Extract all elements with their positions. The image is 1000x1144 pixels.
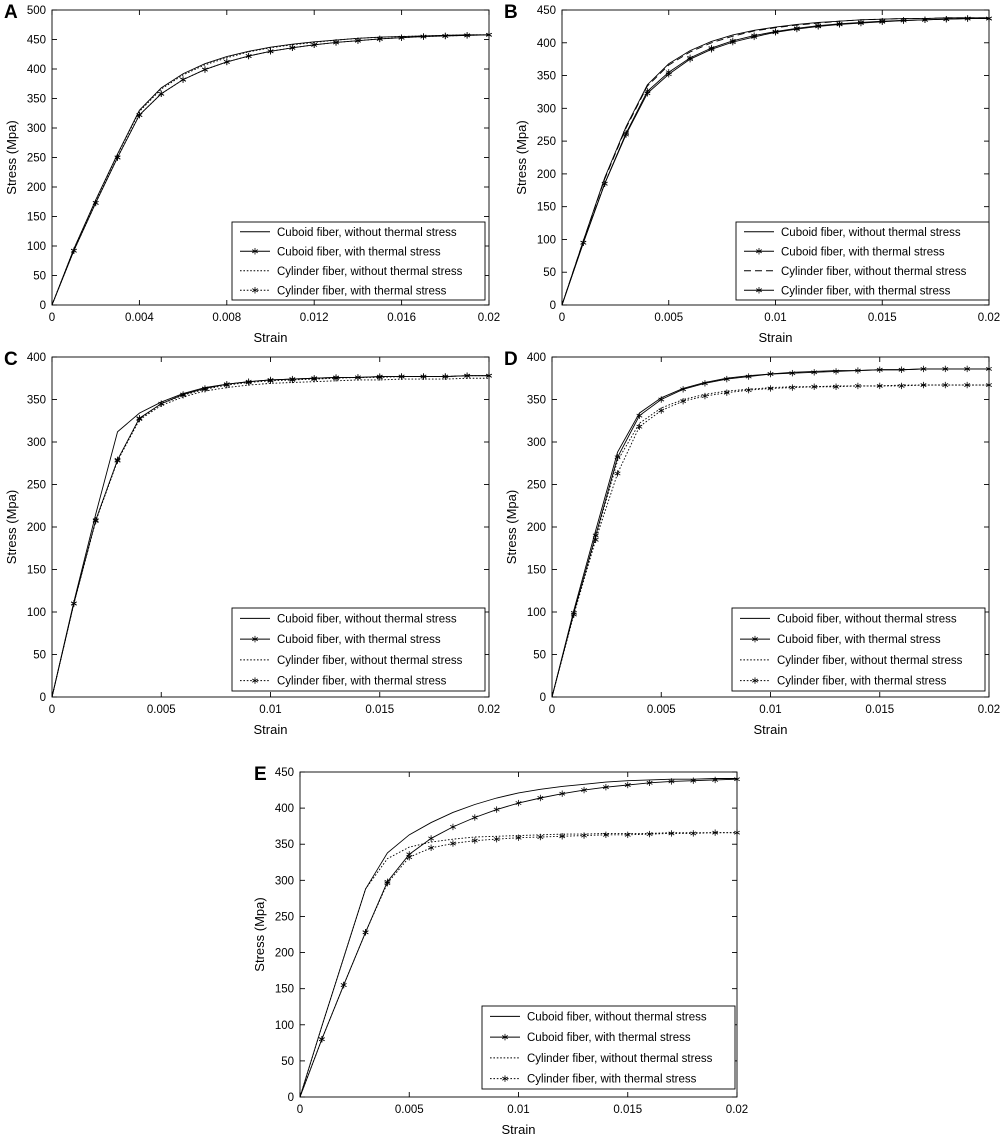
x-tick-label: 0.008 — [212, 312, 242, 324]
y-tick-label: 0 — [287, 1092, 294, 1104]
y-tick-label: 250 — [536, 136, 556, 149]
x-tick-label: 0.01 — [759, 704, 782, 716]
y-tick-label: 400 — [26, 64, 46, 76]
y-tick-label: 250 — [274, 911, 294, 924]
x-tick-label: 0 — [558, 312, 566, 324]
legend-label: Cylinder fiber, with thermal stress — [781, 285, 951, 298]
y-axis-label: Stress (Mpa) — [252, 897, 267, 972]
x-tick-label: 0.02 — [477, 312, 501, 324]
y-tick-label: 100 — [26, 607, 46, 619]
x-tick-label: 0.02 — [977, 704, 1000, 716]
legend-label: Cuboid fiber, without thermal stress — [277, 613, 457, 626]
y-tick-label: 0 — [39, 300, 46, 312]
y-tick-label: 150 — [526, 564, 546, 577]
y-tick-label: 50 — [281, 1055, 294, 1068]
y-tick-label: 150 — [26, 211, 46, 224]
y-tick-label: 250 — [526, 479, 546, 492]
y-tick-label: 350 — [536, 70, 556, 83]
y-tick-label: 100 — [26, 241, 46, 253]
legend-label: Cuboid fiber, with thermal stress — [777, 634, 941, 647]
x-tick-label: 0.02 — [977, 312, 1000, 324]
y-tick-label: 350 — [26, 93, 46, 106]
x-tick-label: 0.015 — [613, 1104, 643, 1116]
x-tick-label: 0 — [296, 1104, 304, 1116]
y-tick-label: 100 — [536, 234, 556, 247]
chart-b — [514, 5, 1000, 345]
y-tick-label: 200 — [274, 947, 294, 960]
y-tick-label: 200 — [26, 182, 46, 194]
legend-label: Cuboid fiber, with thermal stress — [277, 634, 441, 647]
legend-label: Cylinder fiber, without thermal stress — [277, 654, 463, 667]
y-tick-label: 100 — [274, 1019, 294, 1032]
y-tick-label: 450 — [536, 5, 556, 17]
x-axis-label: Strain — [501, 1122, 536, 1137]
legend — [482, 1006, 735, 1089]
x-tick-label: 0.005 — [654, 312, 684, 324]
legend-label: Cylinder fiber, without thermal stress — [777, 654, 963, 667]
y-tick-label: 250 — [26, 479, 46, 492]
x-axis-label: Strain — [758, 330, 793, 345]
x-tick-label: 0.015 — [867, 312, 897, 324]
y-tick-label: 400 — [274, 803, 294, 816]
legend-label: Cuboid fiber, with thermal stress — [277, 246, 441, 259]
y-tick-label: 150 — [274, 983, 294, 996]
y-tick-label: 150 — [26, 564, 46, 577]
y-tick-label: 0 — [539, 692, 546, 704]
y-axis-label: Stress (Mpa) — [514, 120, 529, 195]
x-tick-label: 0.01 — [764, 312, 787, 324]
y-tick-label: 300 — [536, 103, 556, 116]
panel-letter-c: C — [4, 349, 18, 370]
legend — [736, 222, 989, 300]
y-tick-label: 450 — [274, 767, 294, 779]
x-axis-label: Strain — [253, 722, 288, 737]
x-tick-label: 0.016 — [387, 312, 416, 324]
legend-label: Cylinder fiber, without thermal stress — [527, 1052, 713, 1065]
legend-label: Cuboid fiber, without thermal stress — [777, 613, 957, 626]
panel-letter-b: B — [504, 2, 518, 23]
panel-letter-d: D — [504, 349, 518, 370]
y-axis-label: Stress (Mpa) — [4, 489, 19, 565]
y-tick-label: 100 — [526, 607, 546, 619]
chart-e — [252, 767, 748, 1137]
panel-letter-a: A — [4, 2, 18, 23]
y-axis-label: Stress (Mpa) — [504, 489, 519, 565]
y-tick-label: 350 — [526, 394, 546, 407]
y-tick-label: 400 — [26, 352, 46, 364]
y-tick-label: 200 — [26, 522, 46, 534]
x-tick-label: 0.01 — [259, 704, 282, 716]
y-tick-label: 250 — [26, 152, 46, 165]
legend — [232, 608, 485, 691]
y-tick-label: 200 — [536, 168, 556, 181]
x-axis-label: Strain — [253, 330, 288, 345]
legend-label: Cuboid fiber, without thermal stress — [277, 226, 457, 239]
y-tick-label: 150 — [536, 201, 556, 214]
y-tick-label: 500 — [26, 5, 46, 17]
x-tick-label: 0.004 — [125, 312, 154, 324]
x-tick-label: 0.015 — [365, 704, 395, 716]
legend-label: Cuboid fiber, without thermal stress — [781, 226, 961, 239]
x-tick-label: 0.005 — [146, 704, 176, 716]
legend — [732, 608, 985, 691]
x-tick-label: 0.012 — [299, 312, 329, 324]
legend-label: Cylinder fiber, with thermal stress — [777, 675, 947, 688]
y-tick-label: 350 — [26, 394, 46, 407]
y-tick-label: 350 — [274, 839, 294, 852]
x-tick-label: 0.005 — [646, 704, 676, 716]
x-tick-label: 0.01 — [507, 1104, 530, 1116]
y-tick-label: 300 — [274, 875, 294, 888]
x-tick-label: 0.02 — [725, 1104, 749, 1116]
y-tick-label: 400 — [526, 352, 546, 364]
y-tick-label: 50 — [33, 270, 46, 283]
x-axis-label: Strain — [753, 722, 788, 737]
legend-label: Cylinder fiber, without thermal stress — [781, 265, 967, 278]
legend — [232, 222, 485, 300]
y-tick-label: 200 — [526, 522, 546, 534]
y-tick-label: 50 — [33, 649, 46, 662]
x-tick-label: 0.015 — [865, 704, 895, 716]
x-tick-label: 0 — [548, 704, 556, 716]
y-axis-label: Stress (Mpa) — [4, 120, 19, 195]
y-tick-label: 50 — [533, 649, 546, 662]
chart-a — [4, 5, 500, 345]
legend-label: Cylinder fiber, with thermal stress — [277, 675, 447, 688]
chart-c — [4, 352, 500, 737]
y-tick-label: 450 — [26, 34, 46, 47]
legend-label: Cylinder fiber, with thermal stress — [527, 1073, 697, 1086]
y-tick-label: 300 — [26, 437, 46, 449]
legend-label: Cylinder fiber, without thermal stress — [277, 265, 463, 278]
chart-d — [504, 352, 1000, 737]
y-tick-label: 0 — [549, 300, 556, 312]
y-tick-label: 0 — [39, 692, 46, 704]
panel-letter-e: E — [254, 764, 267, 785]
legend-label: Cuboid fiber, with thermal stress — [527, 1032, 691, 1045]
legend-label: Cuboid fiber, without thermal stress — [527, 1011, 707, 1024]
x-tick-label: 0 — [48, 312, 56, 324]
x-tick-label: 0.005 — [394, 1104, 424, 1116]
x-tick-label: 0 — [48, 704, 56, 716]
legend-label: Cuboid fiber, with thermal stress — [781, 246, 945, 259]
legend-label: Cylinder fiber, with thermal stress — [277, 285, 447, 298]
y-tick-label: 400 — [536, 37, 556, 50]
y-tick-label: 300 — [526, 437, 546, 449]
y-tick-label: 50 — [543, 267, 556, 280]
y-tick-label: 300 — [26, 123, 46, 135]
x-tick-label: 0.02 — [477, 704, 501, 716]
